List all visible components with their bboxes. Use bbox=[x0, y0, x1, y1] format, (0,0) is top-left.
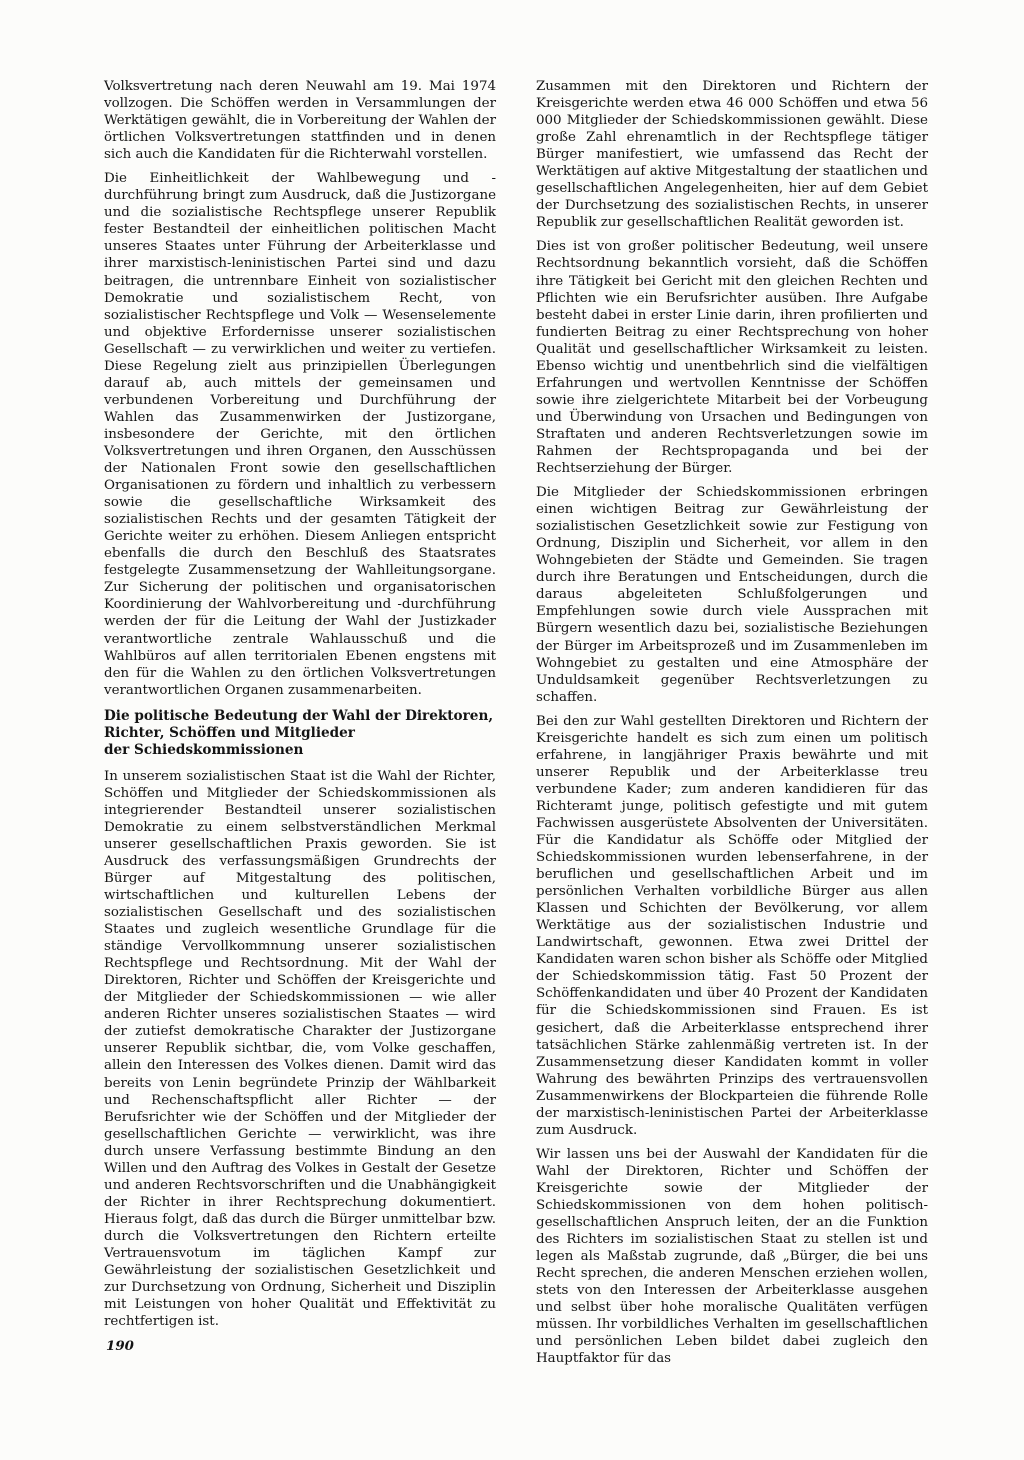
heading-line: der Schiedskommissionen bbox=[104, 741, 304, 758]
paragraph: Volksvertretung nach deren Neuwahl am 19. Mai 1974 vollzogen. Die Schöffen werden in Versammlungen der Werktätigen gewählt, die in Vorbereitung der Wahlen der örtlichen Volksvertretungen stattfinden und in denen sich auch die Kandidaten für die Richterwahl vorstellen. bbox=[104, 79, 496, 163]
paragraph: Die Einheitlichkeit der Wahlbewegung und -durchführung bringt zum Ausdruck, daß die Justizorgane und die sozialistische Rechtspflege unserer Republik fester Bestandteil der einheitlichen politischen Macht unseres Staates unter Führung der Arbeiterklasse und ihrer marxistisch-leninistischen Partei sind und dazu beitragen, die untrennbare Einheit von sozialistischer Demokratie und sozialistischem Recht, von sozialistischer Rechtspflege und Volk — Wesenselemente und objektive Erfordernisse unserer sozialistischen Gesellschaft — zu verwirklichen und weiter zu vertiefen. Diese Regelung zielt aus prinzipiellen Überlegungen darauf ab, auch mittels der gemeinsamen und verbundenen Vorbereitung und Durchführung der Wahlen das Zusammenwirken der Justizorgane, insbesondere der Gerichte, mit den örtlichen Volksvertretungen und ihren Organen, den Ausschüssen der Nationalen Front sowie den gesellschaftlichen Organisationen zu fördern und inhaltlich zu verbessern sowie die gesellschaftliche Wirksamkeit des sozialistischen Rechts und der gesamten Tätigkeit der Gerichte weiter zu erhöhen. Diesem Anliegen entspricht ebenfalls die durch den Beschluß des Staatsrates festgelegte Zusammensetzung der Wahlleitungsorgane. Zur Sicherung der politischen und organisatorischen Koordinierung der Wahlvorbereitung und -durchführung werden der für die Leitung der Wahl der Justizkader verantwortliche zentrale Wahlausschuß und die Wahlbüros auf allen territorialen Ebenen engstens mit den für die Wahlen zu den örtlichen Volksvertretungen verantwortlichen Organen zusammenarbeiten. bbox=[104, 171, 496, 698]
page-number: 190 bbox=[106, 1338, 134, 1354]
paragraph: Dies ist von großer politischer Bedeutung, weil unsere Rechtsordnung bekanntlich vorsieht, daß die Schöffen ihre Tätigkeit bei Gericht mit den gleichen Rechten und Pflichten wie ein Berufsrichter ausüben. Ihre Aufgabe besteht dabei in erster Linie darin, ihren profilierten und fundierten Beitrag zu einer Rechtsprechung von hoher Qualität und gesellschaftlicher Wirksamkeit zu leisten. Ebenso wichtig und unentbehrlich sind die vielfältigen Erfahrungen und wertvollen Kenntnisse der Schöffen sowie ihre zielgerichtete Mitarbeit bei der Vorbeugung und Überwindung von Ursachen und Bedingungen von Straftaten und anderen Rechtsverletzungen sowie im Rahmen der Rechtspropaganda und bei der Rechtserziehung der Bürger. bbox=[536, 239, 928, 477]
paragraph: Wir lassen uns bei der Auswahl der Kandidaten für die Wahl der Direktoren, Richter und Schöffen der Kreisgerichte sowie der Mitglieder der Schiedskommissionen von dem hohen politisch-gesellschaftlichen Anspruch leiten, der an die Funktion des Richters im sozialistischen Staat zu stellen ist und legen als Maßstab zugrunde, daß „Bürger, die bei uns Recht sprechen, die anderen Menschen erziehen wollen, stets von den Interessen der Arbeiterklasse ausgehen und selbst über hohe moralische Qualitäten verfügen müssen. Ihr vorbildliches Verhalten im gesellschaftlichen und persönlichen Leben bildet dabei zugleich den Hauptfaktor für das bbox=[536, 1146, 928, 1367]
paragraph: Die Mitglieder der Schiedskommissionen erbringen einen wichtigen Beitrag zur Gewährleistung der sozialistischen Gesetzlichkeit sowie zur Festigung von Ordnung, Disziplin und Sicherheit, vor allem in den Wohngebieten der Städte und Gemeinden. Sie tragen durch ihre Beratungen und Entscheidungen, durch die daraus abgeleiteten Schlußfolgerungen und Empfehlungen sowie durch viele Aussprachen mit Bürgern wesentlich dazu bei, sozialistische Beziehungen der Bürger im Arbeitsprozeß und im Zusammenleben im Wohngebiet zu gestalten und eine Atmosphäre der Unduldsamkeit gegenüber Rechtsverletzungen zu schaffen. bbox=[536, 485, 928, 705]
paragraph: In unserem sozialistischen Staat ist die Wahl der Richter, Schöffen und Mitglieder der Schiedskommissionen als integrierender Bestandteil unserer sozialistischen Demokratie zu einem selbstverständlichen Merkmal unserer gesellschaftlichen Praxis geworden. Sie ist Ausdruck des verfassungsmäßigen Grundrechts der Bürger auf Mitgestaltung des politischen, wirtschaftlichen und kulturellen Lebens der sozialistischen Gesellschaft und des sozialistischen Staates und zugleich wesentliche Grundlage für die ständige Vervollkommnung unserer sozialistischen Rechtspflege und Rechtsordnung. Mit der Wahl der Direktoren, Richter und Schöffen der Kreisgerichte und der Mitglieder der Schiedskommissionen — wie aller anderen Richter unseres sozialistischen Staates — wird der zutiefst demokratische Charakter der Justizorgane unserer Republik sichtbar, die, vom Volke geschaffen, allein den Interessen des Volkes dienen. Damit wird das bereits von Lenin begründete Prinzip der Wählbarkeit und Rechenschaftspflicht aller Richter — der Berufsrichter wie der Schöffen und der Mitglieder der gesellschaftlichen Gerichte — verwirklicht, was ihre durch unsere Verfassung bestimmte Bindung an den Willen und den Auftrag des Volkes in Gestalt der Gesetze und anderen Rechtsvorschriften und die Unabhängigkeit der Richter in ihrer Rechtsprechung dokumentiert. Hieraus folgt, daß das durch die Bürger unmittelbar bzw. durch die Volksvertretungen den Richtern erteilte Vertrauensvotum im täglichen Kampf zur Gewährleistung der sozialistischen Gesetzlichkeit und zur Durchsetzung von Ordnung, Sicherheit und Disziplin mit Leistungen von hoher Qualität und Effektivität zu rechtfertigen ist. bbox=[104, 768, 496, 1330]
paragraph: Zusammen mit den Direktoren und Richtern der Kreisgerichte werden etwa 46 000 Schöffen und etwa 56 000 Mitglieder der Schiedskommissionen gewählt. Diese große Zahl ehrenamtlich in der Rechtspflege tätiger Bürger manifestiert, wie umfassend das Recht der Werktätigen auf aktive Mitgestaltung der staatlichen und gesellschaftlichen Angelegenheiten, hier auf dem Gebiet der Durchsetzung des sozialistischen Rechts, in unserer Republik zur gesellschaftlichen Realität geworden ist. bbox=[536, 79, 928, 231]
left-column bbox=[104, 78, 496, 1337]
paragraph: Bei den zur Wahl gestellten Direktoren und Richtern der Kreisgerichte handelt es sich zum einen um politisch erfahrene, in langjähriger Praxis bewährte und mit unserer Republik und der Arbeiterklasse treu verbundene Kader; zum anderen kandidieren für das Richteramt junge, politisch gefestigte und mit gutem Fachwissen ausgerüstete Absolventen der Universitäten. Für die Kandidatur als Schöffe oder Mitglied der Schiedskommissionen wurden lebenserfahrene, in der beruflichen und gesellschaftlichen Arbeit und im persönlichen Verhalten vorbildliche Bürger aus allen Klassen und Schichten der Bevölkerung, vor allem Werktätige aus der sozialistischen Industrie und Landwirtschaft, gewonnen. Etwa zwei Drittel der Kandidaten waren schon bisher als Schöffe oder Mitglied der Schiedskommission tätig. Fast 50 Prozent der Schöffenkandidaten und über 40 Prozent der Kandidaten für die Schiedskommissionen sind Frauen. Es ist gesichert, daß die Arbeiterklasse entsprechend ihrer tatsächlichen Stärke zahlenmäßig vertreten ist. In der Zusammensetzung dieser Kandidaten kommt in voller Wahrung des bewährten Prinzips des vertrauensvollen Zusammenwirkens der Blockparteien die führende Rolle der marxistisch-leninistischen Partei der Arbeiterklasse zum Ausdruck. bbox=[536, 713, 928, 1138]
heading-line: Die politische Bedeutung der Wahl der Direktoren, bbox=[104, 707, 494, 724]
section-heading bbox=[104, 708, 496, 759]
heading-line: Richter, Schöffen und Mitglieder bbox=[104, 724, 355, 741]
right-column bbox=[536, 78, 928, 1374]
